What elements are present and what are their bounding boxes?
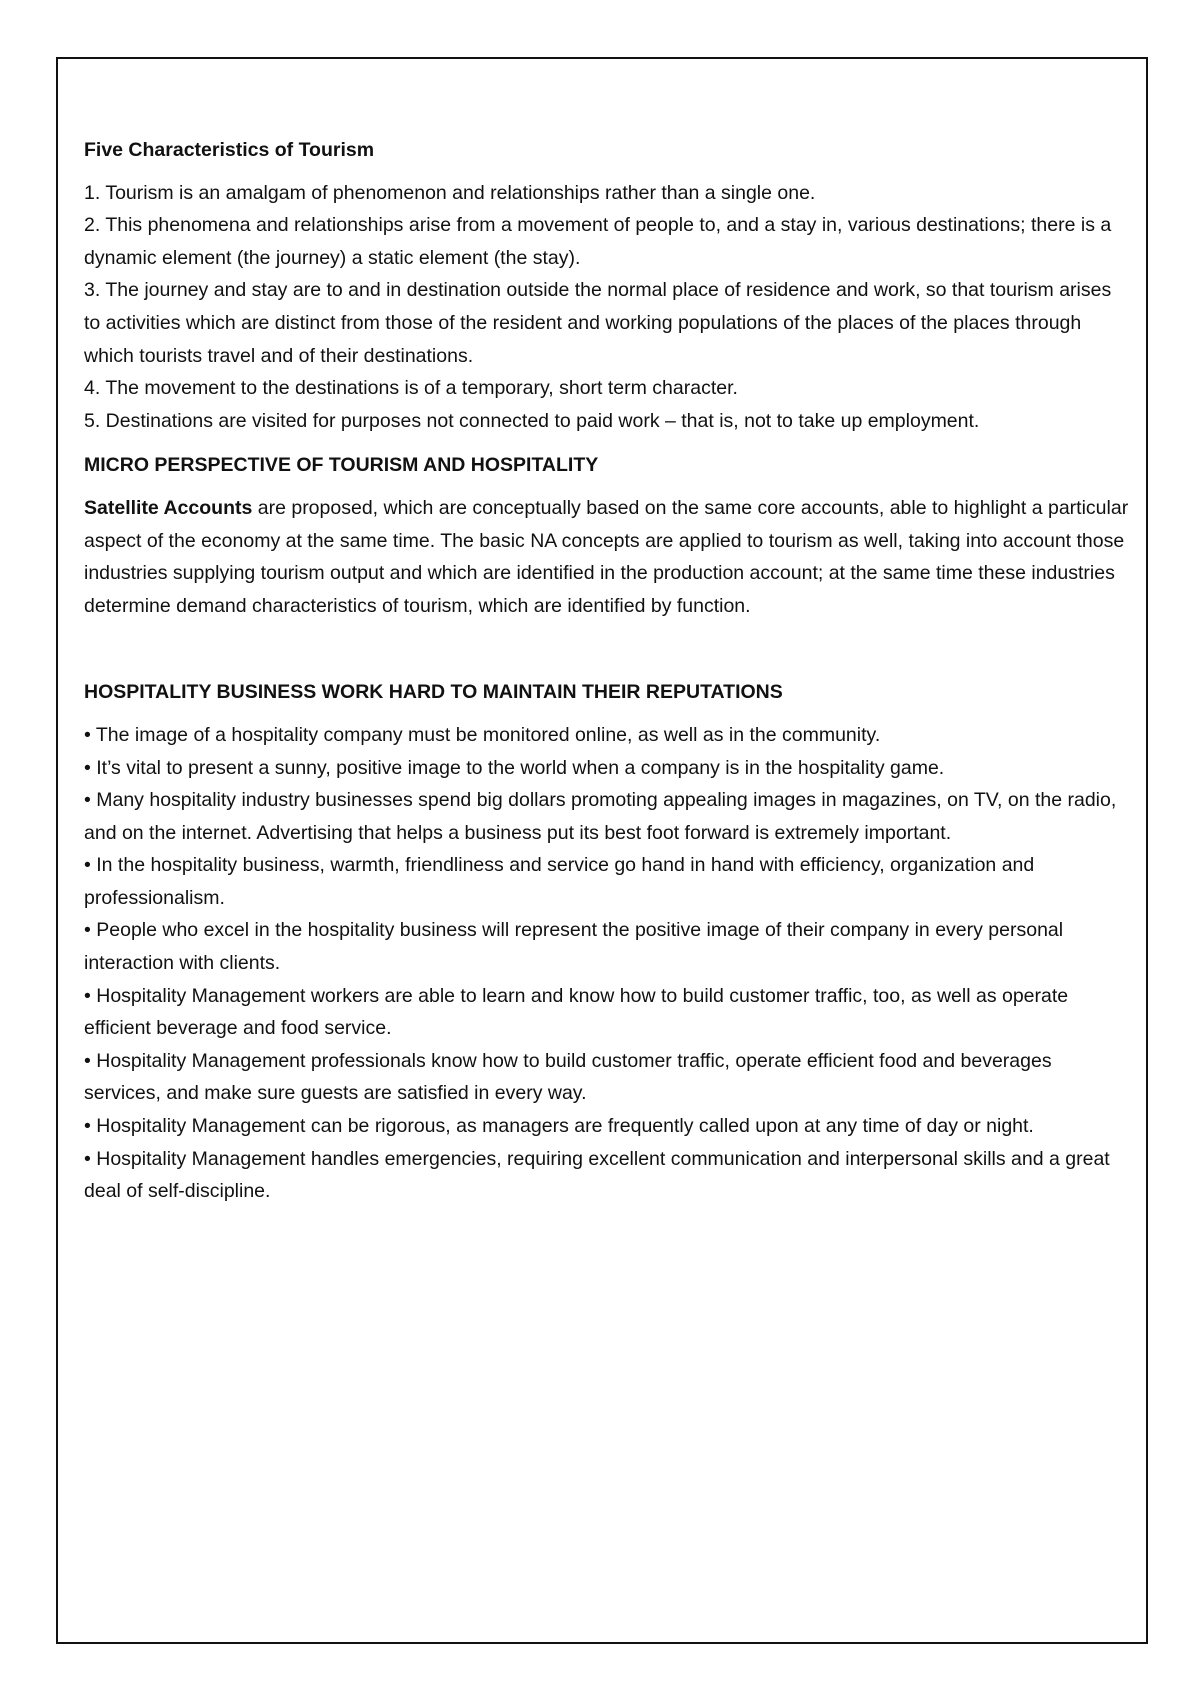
spacer (84, 634, 1130, 676)
bullet-item: • People who excel in the hospitality business will represent the positive image of their company in every personal interaction with clients. (84, 919, 1064, 975)
section-heading-reputation: HOSPITALITY BUSINESS WORK HARD TO MAINTAIN THEIR REPUTATIONS (84, 681, 783, 704)
section-heading-micro-perspective: MICRO PERSPECTIVE OF TOURISM AND HOSPITALITY (84, 454, 599, 477)
bullet-item: • Hospitality Management can be rigorous, as managers are frequently called upon at any time of day or night. (84, 1115, 1034, 1138)
term-satellite-accounts: Satellite Accounts (84, 496, 253, 519)
paragraph-body: are proposed, which are conceptually based on the same core accounts, able to highlight a particular aspect of the economy at the same time. The basic NA concepts are applied to tourism as well, taking into account those industries supplying tourism output and which are identified in the production account; at the same time these industries determine demand characteristics of tourism, which are identified by function. (84, 496, 1129, 617)
list-item: 5. Destinations are visited for purposes not connected to paid work – that is, not to take up employment. (84, 409, 980, 432)
bullet-item: • Hospitality Management workers are able to learn and know how to build customer traffic, too, as well as operate efficient beverage and food service. (84, 984, 1069, 1040)
bullet-item: • Hospitality Management professionals know how to build customer traffic, operate efficient food and beverages services, and make sure guests are satisfied in every way. (84, 1049, 1052, 1105)
section-heading-characteristics: Five Characteristics of Tourism (84, 139, 375, 161)
list-item: 1. Tourism is an amalgam of phenomenon and relationships rather than a single one. (84, 181, 816, 204)
characteristics-list (84, 177, 1130, 438)
reputation-bullets (84, 719, 1130, 1208)
bullet-item: • The image of a hospitality company must be monitored online, as well as in the community. (84, 723, 881, 746)
bullet-item: • In the hospitality business, warmth, friendliness and service go hand in hand with efficiency, organization and professionalism. (84, 854, 1035, 909)
list-item: 2. This phenomena and relationships arise from a movement of people to, and a stay in, various destinations; there is a dynamic element (the journey) a static element (the stay). (84, 214, 1112, 269)
bullet-item: • Many hospitality industry businesses spend big dollars promoting appealing images in magazines, on TV, on the radio, and on the internet. Advertising that helps a business put its best foot forward is extremely important. (84, 789, 1117, 844)
bullet-item: • It’s vital to present a sunny, positive image to the world when a company is in the hospitality game. (84, 756, 945, 779)
satellite-accounts-paragraph (84, 492, 1130, 622)
list-item: 3. The journey and stay are to and in destination outside the normal place of residence and work, so that tourism arises to activities which are distinct from those of the resident and working populations of the places of the places through which tourists travel and of their destinations. (84, 279, 1112, 367)
bullet-item: • Hospitality Management handles emergencies, requiring excellent communication and interpersonal skills and a great deal of self-discipline. (84, 1147, 1110, 1203)
list-item: 4. The movement to the destinations is of a temporary, short term character. (84, 377, 738, 400)
document-body (84, 134, 1130, 1220)
